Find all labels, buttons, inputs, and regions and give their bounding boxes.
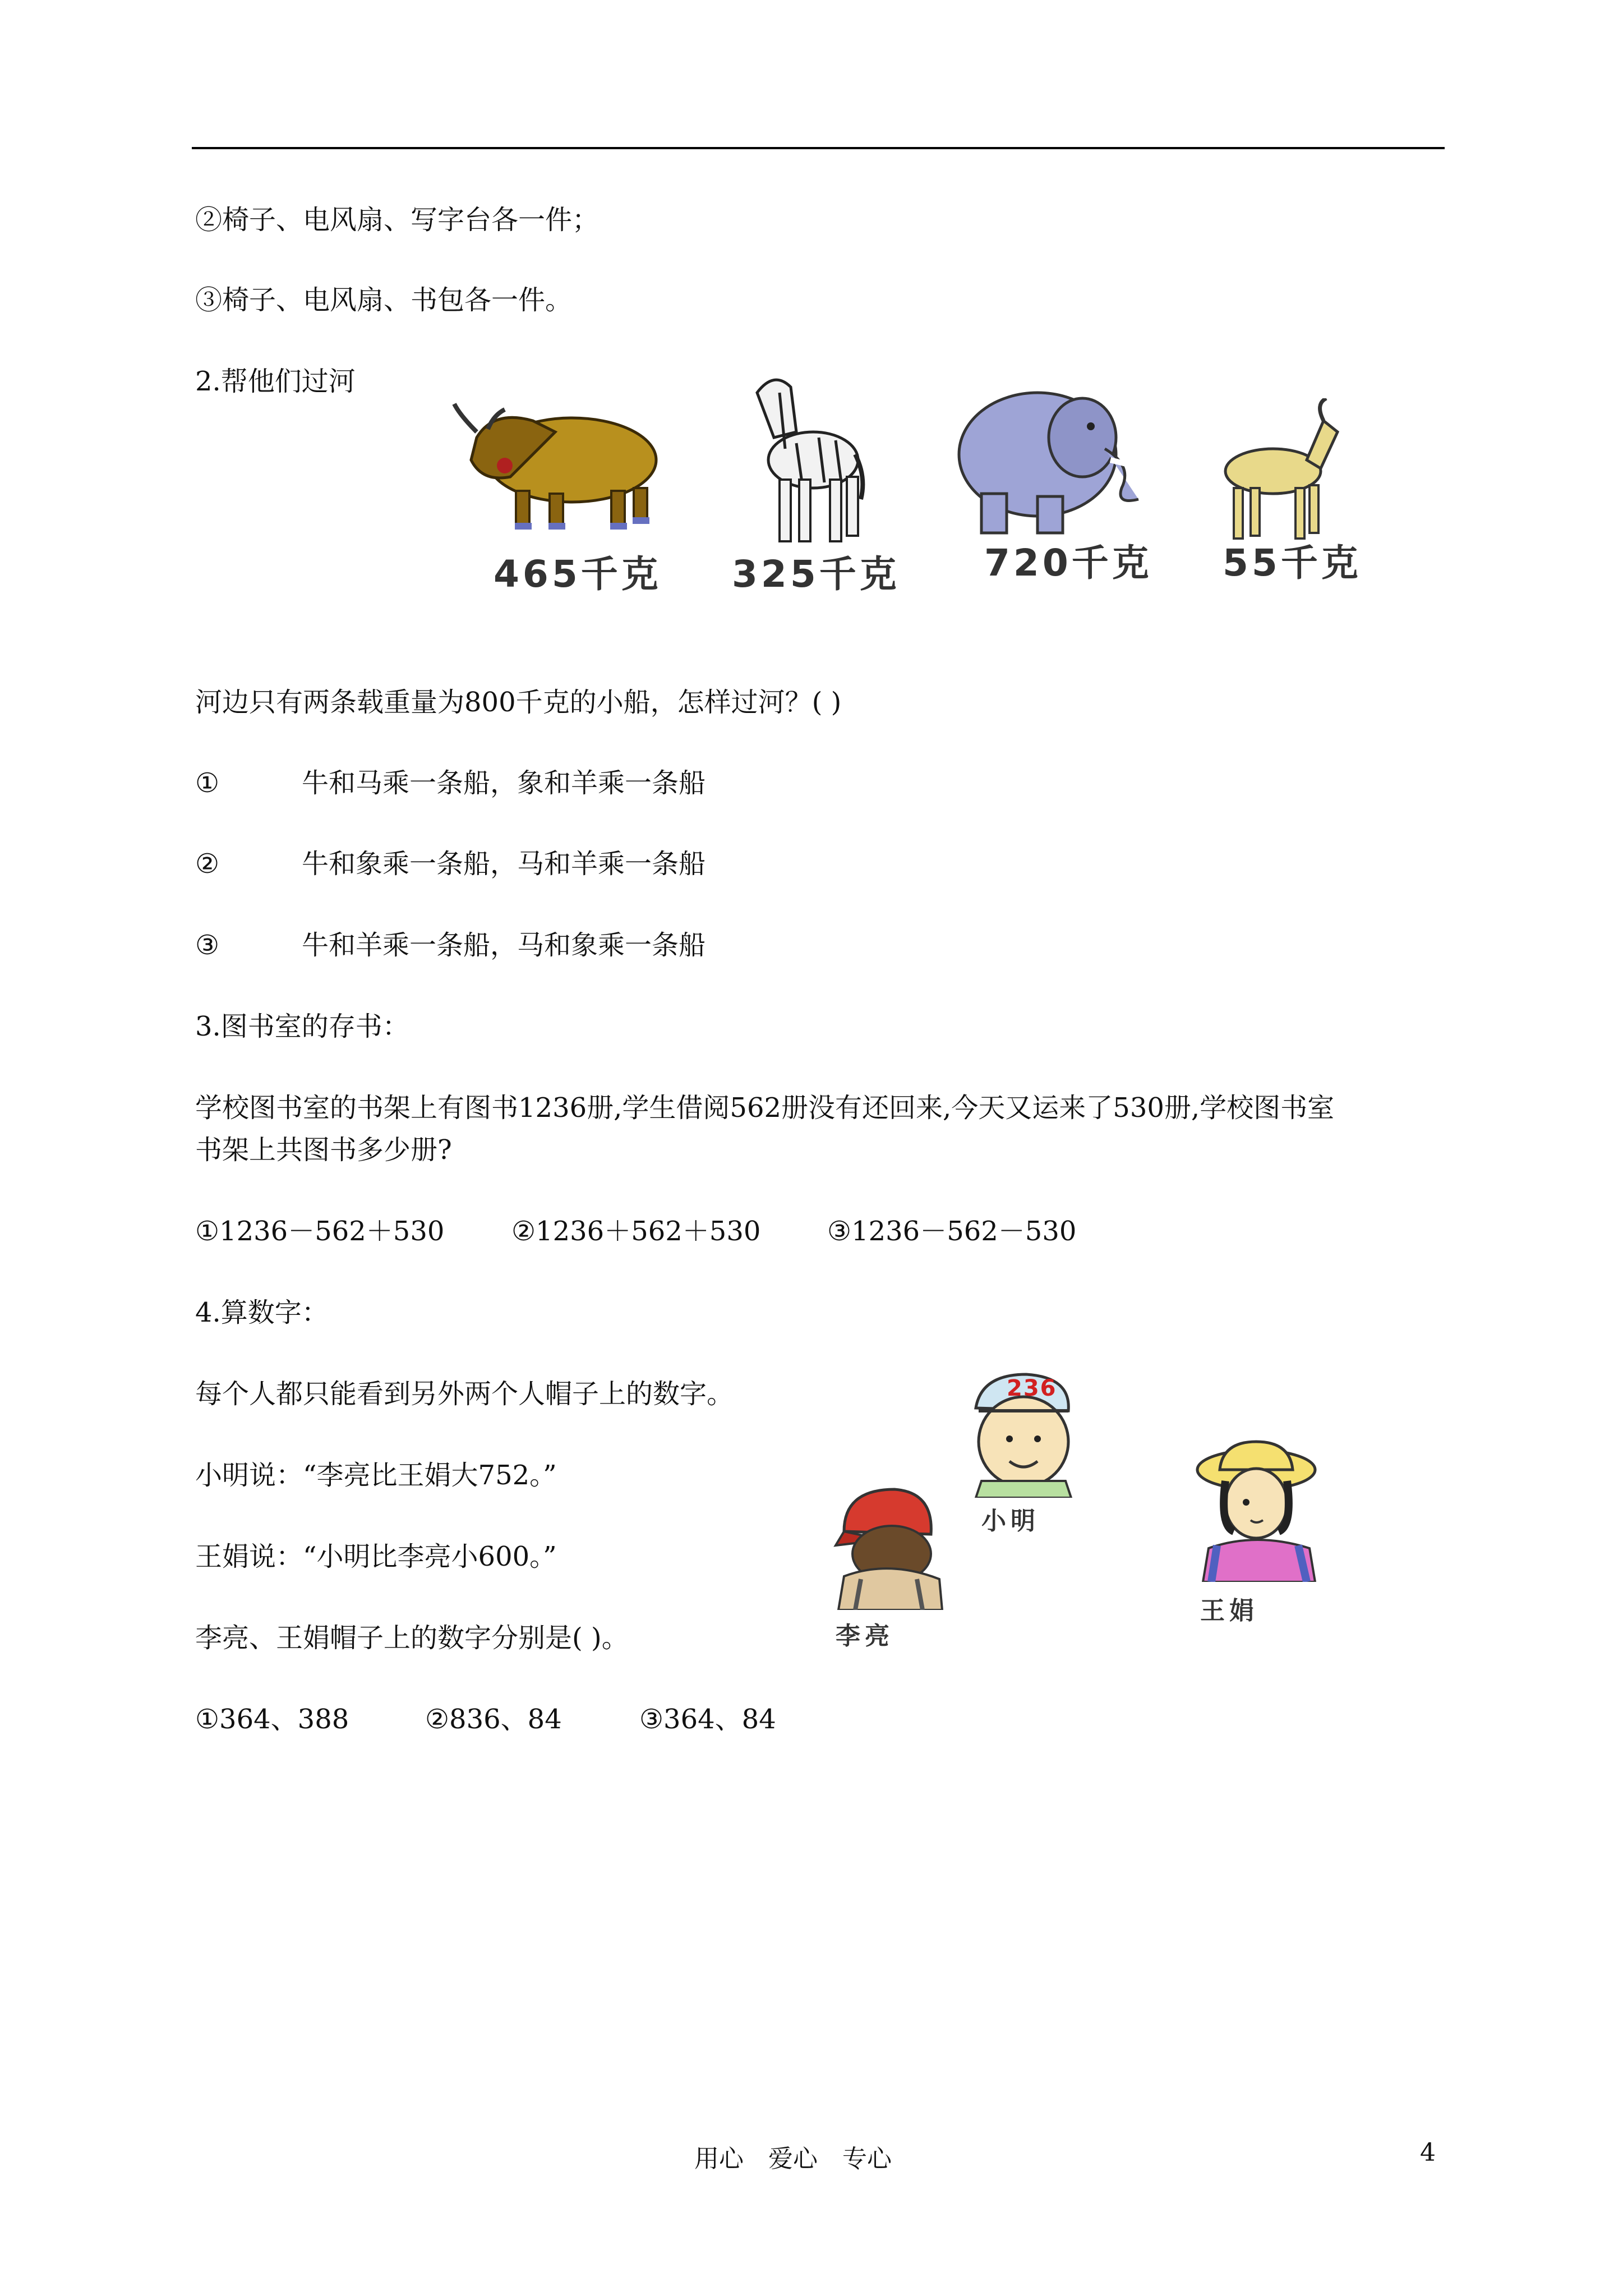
bull-weight-label: 465千克 bbox=[494, 553, 662, 596]
liliang-picture bbox=[833, 1481, 945, 1610]
wangjuan-picture bbox=[1195, 1436, 1324, 1582]
q3-choice-2: ②1236＋562＋530 bbox=[511, 1216, 761, 1247]
q4-choice-3: ③364、84 bbox=[639, 1704, 776, 1735]
horse-picture bbox=[740, 370, 869, 550]
q2-option-1: ① 牛和马乘一条船，象和羊乘一条船 bbox=[195, 767, 706, 799]
horse-weight-label: 325千克 bbox=[732, 553, 900, 596]
q3-choice-1: ①1236－562＋530 bbox=[195, 1216, 445, 1247]
goat-picture bbox=[1217, 398, 1346, 544]
prev-option-2: ②椅子、电风扇、写字台各一件； bbox=[195, 204, 600, 236]
goat-weight-label: 55千克 bbox=[1223, 541, 1362, 585]
q3-text-line-2: 书架上共图书多少册? bbox=[195, 1134, 452, 1166]
q3-choice-3: ③1236－562－530 bbox=[827, 1216, 1077, 1247]
footer-slogan: 用心 爱心 专心 bbox=[694, 2145, 892, 2173]
people-figure bbox=[824, 1369, 1340, 1649]
animals-figure bbox=[437, 365, 1363, 606]
prev-option-3: ③椅子、电风扇、书包各一件。 bbox=[195, 284, 573, 316]
q2-title: 2.帮他们过河 bbox=[195, 366, 356, 397]
q4-text-line-3: 王娟说：“小明比李亮小600。” bbox=[195, 1541, 557, 1572]
header-rule bbox=[192, 147, 1445, 149]
xiaoming-label: 小明 bbox=[981, 1507, 1040, 1535]
page-number: 4 bbox=[1420, 2138, 1436, 2167]
elephant-weight-label: 720千克 bbox=[984, 541, 1152, 585]
q4-title: 4.算数字： bbox=[195, 1297, 329, 1328]
q2-question: 河边只有两条载重量为800千克的小船，怎样过河？( ) bbox=[195, 687, 842, 718]
q3-title: 3.图书室的存书： bbox=[195, 1011, 409, 1042]
xiaoming-hat-number: 236 bbox=[1007, 1375, 1057, 1401]
q4-question: 李亮、王娟帽子上的数字分别是( )。 bbox=[195, 1622, 629, 1654]
q4-choice-1: ①364、388 bbox=[195, 1704, 349, 1735]
q2-option-3: ③ 牛和羊乘一条船，马和象乘一条船 bbox=[195, 930, 706, 961]
liliang-label: 李亮 bbox=[836, 1622, 894, 1650]
q4-text-line-2: 小明说：“李亮比王娟大752。” bbox=[195, 1460, 557, 1491]
q3-text-line-1: 学校图书室的书架上有图书1236册,学生借阅562册没有还回来,今天又运来了530册,学校图书室 bbox=[195, 1092, 1335, 1124]
q4-text-line-1: 每个人都只能看到另外两个人帽子上的数字。 bbox=[195, 1378, 734, 1410]
elephant-picture bbox=[953, 376, 1155, 539]
q2-option-2: ② 牛和象乘一条船，马和羊乘一条船 bbox=[195, 848, 706, 880]
bull-picture bbox=[443, 398, 679, 533]
q4-choice-2: ②836、84 bbox=[425, 1704, 562, 1735]
wangjuan-label: 王娟 bbox=[1200, 1596, 1258, 1625]
